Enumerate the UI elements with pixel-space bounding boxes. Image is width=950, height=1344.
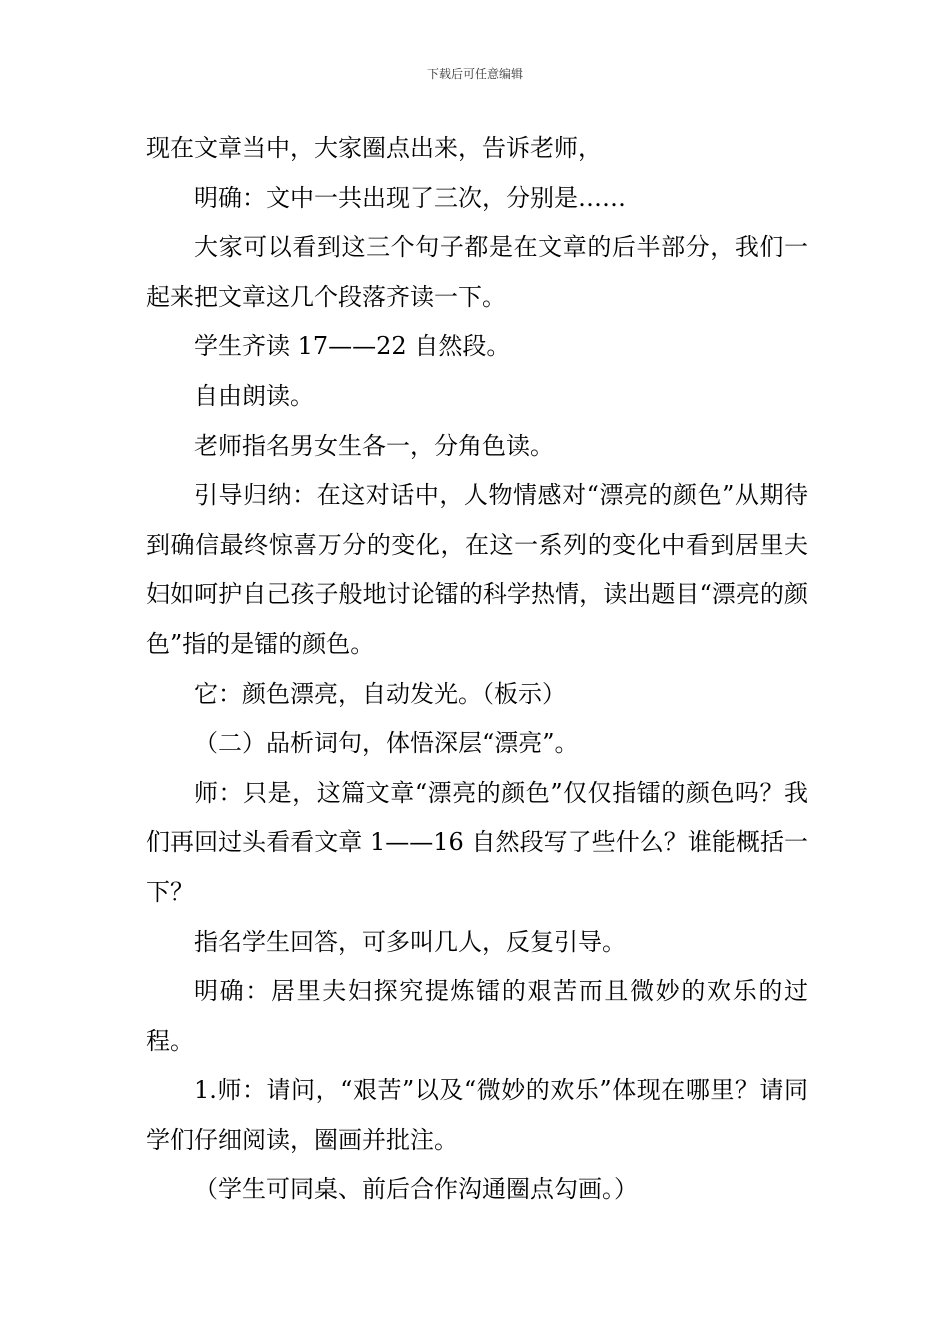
paragraph-13: 1.师：请问，“艰苦”以及“微妙的欢乐”体现在哪里？请同学们仔细阅读，圈画并批注。 — [146, 1076, 808, 1154]
paragraph-11: 指名学生回答，可多叫几人，反复引导。 — [194, 927, 626, 956]
paragraph-12: 明确：居里夫妇探究提炼镭的艰苦而且微妙的欢乐的过程。 — [146, 977, 808, 1055]
paragraph-3: 大家可以看到这三个句子都是在文章的后半部分，我们一起来把文章这几个段落齐读一下。 — [146, 233, 808, 311]
paragraph-4: 学生齐读 17——22 自然段。 — [194, 332, 511, 361]
paragraph-2: 明确：文中一共出现了三次，分别是…… — [194, 183, 626, 212]
paragraph-9: （二）品析词句，体悟深层“漂亮”。 — [194, 729, 579, 758]
paragraph-1: 现在文章当中，大家圈点出来，告诉老师， — [146, 134, 602, 162]
paragraph-8: 它：颜色漂亮，自动发光。（板示） — [194, 679, 566, 708]
paragraph-6: 老师指名男女生各一，分角色读。 — [194, 431, 554, 460]
paragraph-14: （学生可同桌、前后合作沟通圈点勾画。） — [194, 1175, 638, 1204]
paragraph-7: 引导归纳：在这对话中，人物情感对“漂亮的颜色”从期待到确信最终惊喜万分的变化，在这一系列的变化中看到居里夫妇如呵护自己孩子般地讨论镭的科学热情，读出题目“漂亮的颜色”指的是镭的颜色。 — [146, 481, 808, 658]
page-header: 下载后可任意编辑 — [426, 67, 523, 81]
document-body — [146, 124, 808, 1215]
paragraph-5: 自由朗读。 — [194, 381, 314, 410]
paragraph-10: 师：只是，这篇文章“漂亮的颜色”仅仅指镭的颜色吗？我们再回过头看看文章 1——16 自然段写了些什么？谁能概括一下？ — [146, 778, 808, 906]
